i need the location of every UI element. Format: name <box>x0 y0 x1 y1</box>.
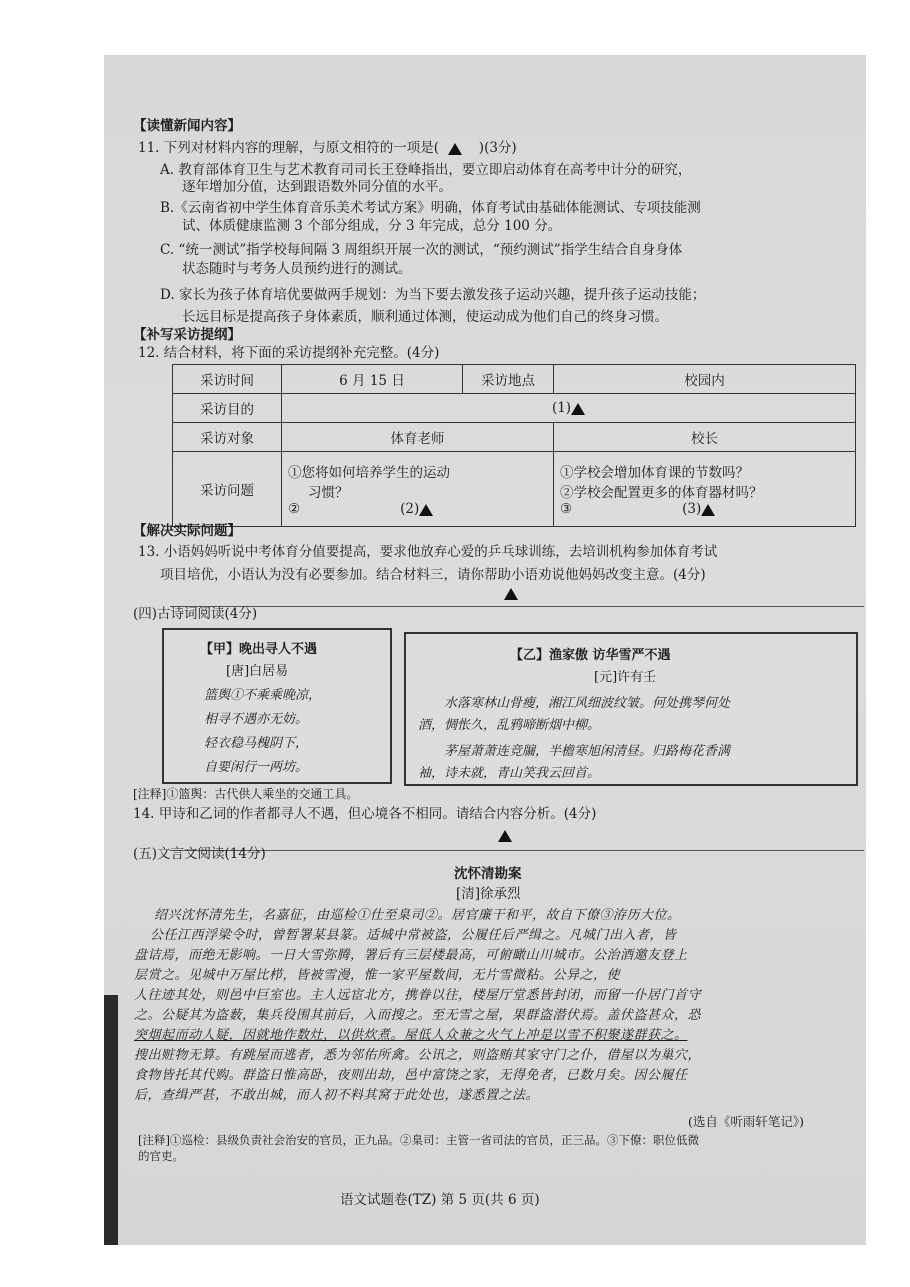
time-label: 采访时间 <box>173 365 282 394</box>
answer-rule <box>170 606 864 607</box>
q11-option-d-line2: 长远目标是提高孩子身体素质，顺利通过体测，使运动成为他们自己的终身习惯。 <box>182 309 668 325</box>
poem-jia-line: 篮舆①不乘乘晚凉， <box>204 688 322 703</box>
purpose-label: 采访目的 <box>173 394 282 423</box>
poem-jia-title: 【甲】晚出寻人不遇 <box>200 642 318 657</box>
principal-question-1: ①学校会增加体育课的节数吗？ <box>560 465 749 481</box>
classical-line: 食物皆托其代购。群盗日惟高卧，夜则出劫，邑中富饶之家，无得免者，已数月矣。因公履任 <box>134 1068 688 1083</box>
classical-line: 层赏之。见城中万屋比栉，皆被雪漫，惟一家平屋数间，无片雪微粘。公异之，使 <box>134 968 621 983</box>
answer-blank-triangle-icon <box>571 403 585 415</box>
section-header-practical: 【解决实际问题】 <box>133 523 241 539</box>
classical-title: 沈怀清勘案 <box>454 866 522 882</box>
classical-note-1: [注释]①巡检：县级负责社会治安的官员，正九品。②臬司：主管一省司法的官员，正三品。③下僚：职位低微 <box>138 1133 699 1147</box>
photo-edge-shadow <box>104 995 118 1245</box>
purpose-answer-blank[interactable]: (1) <box>282 394 856 423</box>
classical-line: 搜出赃物无算。有跳屋而逃者，悉为邻佑所禽。公讯之，则盗贿其家守门之仆，借屋以为巢穴， <box>134 1048 702 1063</box>
classical-note-2: 的官吏。 <box>138 1149 184 1163</box>
q11-option-a-line2: 逐年增加分值，达到跟语数外同分值的水平。 <box>182 179 452 195</box>
poem-note: [注释]①篮舆：古代供人乘坐的交通工具。 <box>133 787 359 801</box>
answer-blank-triangle-icon <box>701 504 715 516</box>
answer-area-triangle-icon <box>504 588 518 600</box>
q11-option-c-line1: C. “统一测试”指学校每间隔 3 周组织开展一次的测试，“预约测试”指学生结合自身身体 <box>160 242 683 258</box>
classical-line: 后，查缉严甚，不敢出城，而人初不料其窝于此处也，遂悉置之法。 <box>134 1088 540 1103</box>
answer-blank-triangle-icon <box>448 143 462 155</box>
teacher-question-1: ①您将如何培养学生的运动 <box>288 465 450 481</box>
answer-area-triangle-icon <box>498 830 512 842</box>
place-value: 校园内 <box>554 365 856 394</box>
poem-yi-author: [元]许有壬 <box>594 670 657 685</box>
poem-yi-line: 茅屋萧萧连竞牖，半檐寒旭闲清昼。归路梅花香满 <box>444 744 731 759</box>
classical-source: (选自《听雨轩笔记》) <box>688 1114 805 1129</box>
teacher-question-2-blank[interactable]: ② (2) <box>288 501 547 517</box>
teacher-question-1-cont: 习惯？ <box>308 485 349 501</box>
section-header-read-news: 【读懂新闻内容】 <box>133 118 241 134</box>
q11-option-b-line1: B.《云南省初中学生体育音乐美术考试方案》明确，体育考试由基础体能测试、专项技能测 <box>160 200 701 216</box>
classical-line: 盘诘焉，而绝无影响。一日大雪弥腾，署后有三层楼最高，可俯瞰山川城市。公治酒邀友登上 <box>134 948 688 963</box>
q11-stem: 11. 下列对材料内容的理解，与原文相符的一项是( )(3分) <box>138 140 517 156</box>
teacher-questions <box>282 452 554 527</box>
poem-yi-line: 酒，惆怅久，乱鸦啼断烟中柳。 <box>418 718 601 733</box>
principal-question-2: ②学校会配置更多的体育器材吗？ <box>560 485 763 501</box>
principal-question-3-blank[interactable]: ③ (3) <box>560 501 849 517</box>
page-footer: 语文试题卷(TZ) 第 5 页(共 6 页) <box>340 1192 540 1208</box>
q13-line1: 13. 小语妈妈听说中考体育分值要提高，要求他放弃心爱的乒乓球训练，去培训机构参加体育考试 <box>138 544 718 560</box>
answer-rule <box>170 850 864 851</box>
object-label: 采访对象 <box>173 423 282 452</box>
classical-author: [清]徐承烈 <box>456 886 521 902</box>
question-label: 采访问题 <box>173 452 282 527</box>
q11-option-b-line2: 试、体质健康监测 3 个部分组成，分 3 年完成，总分 100 分。 <box>182 218 562 234</box>
classical-underlined-line: 突烟起而动人疑，因就地作数灶，以供炊煮。屋低人众兼之火气上冲是以雪不积聚遂群获之。 <box>134 1028 688 1043</box>
q12-stem: 12. 结合材料，将下面的采访提纲补充完整。(4分) <box>138 345 440 361</box>
classical-section-title: (五)文言文阅读(14分) <box>133 846 266 862</box>
q14-stem: 14. 甲诗和乙词的作者都寻人不遇，但心境各不相同。请结合内容分析。(4分) <box>133 806 597 822</box>
interview-outline-table <box>172 364 856 527</box>
q13-line2: 项目培优，小语认为没有必要参加。结合材料三，请你帮助小语劝说他妈妈改变主意。(4分) <box>160 567 706 583</box>
principal-questions <box>554 452 856 527</box>
q11-option-c-line2: 状态随时与考务人员预约进行的测试。 <box>182 261 412 277</box>
poem-jia-line: 相寻不遇亦无妨。 <box>204 712 309 727</box>
classical-line: 公任江西浮梁令时，曾暂署某县篆。适城中常被盗，公履任后严缉之。凡城门出入者，皆 <box>150 928 677 943</box>
classical-line: 人往迹其处，则邑中巨室也。主人远宦北方，携眷以往，楼屋厅堂悉皆封闭，而留一仆居门首守 <box>134 988 702 1003</box>
section-header-interview: 【补写采访提纲】 <box>133 327 241 343</box>
poem-jia-line: 轻衣稳马槐阴下， <box>204 736 309 751</box>
classical-line: 之。公疑其为盗薮，集兵役围其前后，入而搜之。至无雪之屋，果群盗潜伏焉。盖伏盗甚众，恐 <box>134 1008 702 1023</box>
time-value: 6 月 15 日 <box>282 365 463 394</box>
q11-option-a-line1: A. 教育部体育卫生与艺术教育司司长王登峰指出，要立即启动体育在高考中计分的研究， <box>160 162 692 178</box>
place-label: 采访地点 <box>463 365 554 394</box>
poem-yi-line: 袖，诗未就，青山笑我云回首。 <box>418 766 601 781</box>
classical-line: 绍兴沈怀清先生，名嘉征，由巡检①仕至臬司②。居官廉干和平，故自下僚③洊历大位。 <box>154 908 681 923</box>
object-principal: 校长 <box>554 423 856 452</box>
poem-yi-title: 【乙】渔家傲 访华雪严不遇 <box>510 648 671 663</box>
poem-jia-author: [唐]白居易 <box>226 664 289 679</box>
poem-jia-line: 自要闲行一两坊。 <box>204 760 309 775</box>
poem-yi-line: 水落寒林山骨瘦，湘江风细波纹皱。何处携琴何处 <box>444 696 731 711</box>
q11-option-d-line1: D. 家长为孩子体育培优要做两手规划：为当下要去激发孩子运动兴趣，提升孩子运动技能； <box>160 287 706 303</box>
poetry-section-title: (四)古诗词阅读(4分) <box>133 606 258 622</box>
answer-blank-triangle-icon <box>419 504 433 516</box>
object-teacher: 体育老师 <box>282 423 554 452</box>
